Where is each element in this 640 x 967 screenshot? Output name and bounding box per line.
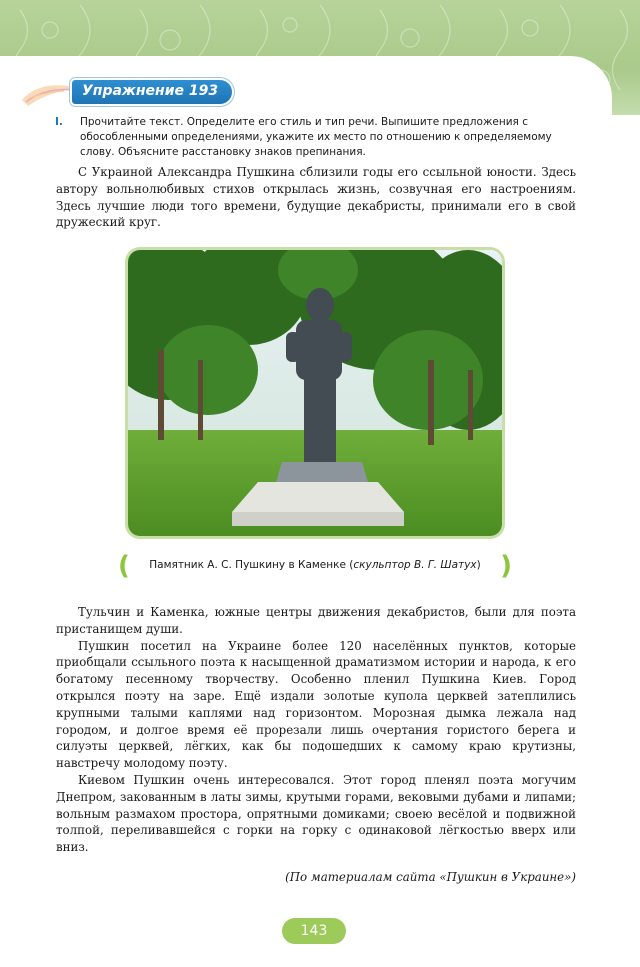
page-number: 143	[282, 918, 346, 944]
paragraph: Киевом Пушкин очень интересовался. Этот город пленял поэта могучим Днепром, закованным в латы зимы, крутыми горами, вековыми дубами и липами; вольным размахом простора, опрятными домиками; своею весёлой и подвижной толпой, переливавшейся с горки на горку с одинаковой лёгкостью вверх или вниз.	[56, 772, 576, 855]
text-intro	[56, 164, 576, 231]
task-number: I.	[55, 116, 63, 128]
exercise-title: Упражнение 193	[82, 83, 219, 99]
caption-bracket-right: )	[500, 551, 512, 581]
text-main	[56, 604, 576, 856]
caption-text: Памятник А. С. Пушкину в Каменке (скульптор В. Г. Шатух)	[149, 559, 481, 571]
caption-sculptor: скульптор В. Г. Шатух	[353, 559, 477, 571]
monument-photo	[128, 250, 502, 536]
text-source: (По материалам сайта «Пушкин в Украине»)	[285, 870, 576, 884]
paragraph: Пушкин посетил на Украине более 120 населённых пунктов, которые приобщали ссыльного поэта к насыщенной драматизмом истории и народа, к его богатому песенному творчеству. Особенно пленил Пушкина Киев. Город открылся поэту на заре. Ещё издали золотые купола церквей затеплились крупными талыми каплями над горизонтом. Морозная дымка лежала над городом, и долгое время её прорезали лишь очертания гористого берега и силуэты церквей, лёгких, как бы подошедших к самому краю крутизны, навстречу молодому поэту.	[56, 638, 576, 771]
task-instruction	[56, 115, 576, 161]
photo-caption	[118, 553, 512, 579]
task-text: Прочитайте текст. Определите его стиль и тип речи. Выпишите предложения с обособленными определениями, укажите их место по отношению к определяемому слову. Объясните расстановку знаков препинания.	[80, 116, 552, 159]
paragraph: С Украиной Александра Пушкина сблизили годы его ссыльной юности. Здесь автору вольнолюбивых стихов открылась жизнь, созвучная его настроениям. Здесь лучшие люди того времени, будущие декабристы, принимали его в свой дружеский круг.	[56, 165, 576, 230]
paragraph: Тульчин и Каменка, южные центры движения декабристов, были для поэта пристанищем души.	[56, 605, 576, 636]
feather-icon	[20, 78, 80, 108]
caption-bracket-left: (	[118, 551, 130, 581]
photo-illustration	[128, 250, 502, 536]
exercise-header	[20, 78, 220, 108]
